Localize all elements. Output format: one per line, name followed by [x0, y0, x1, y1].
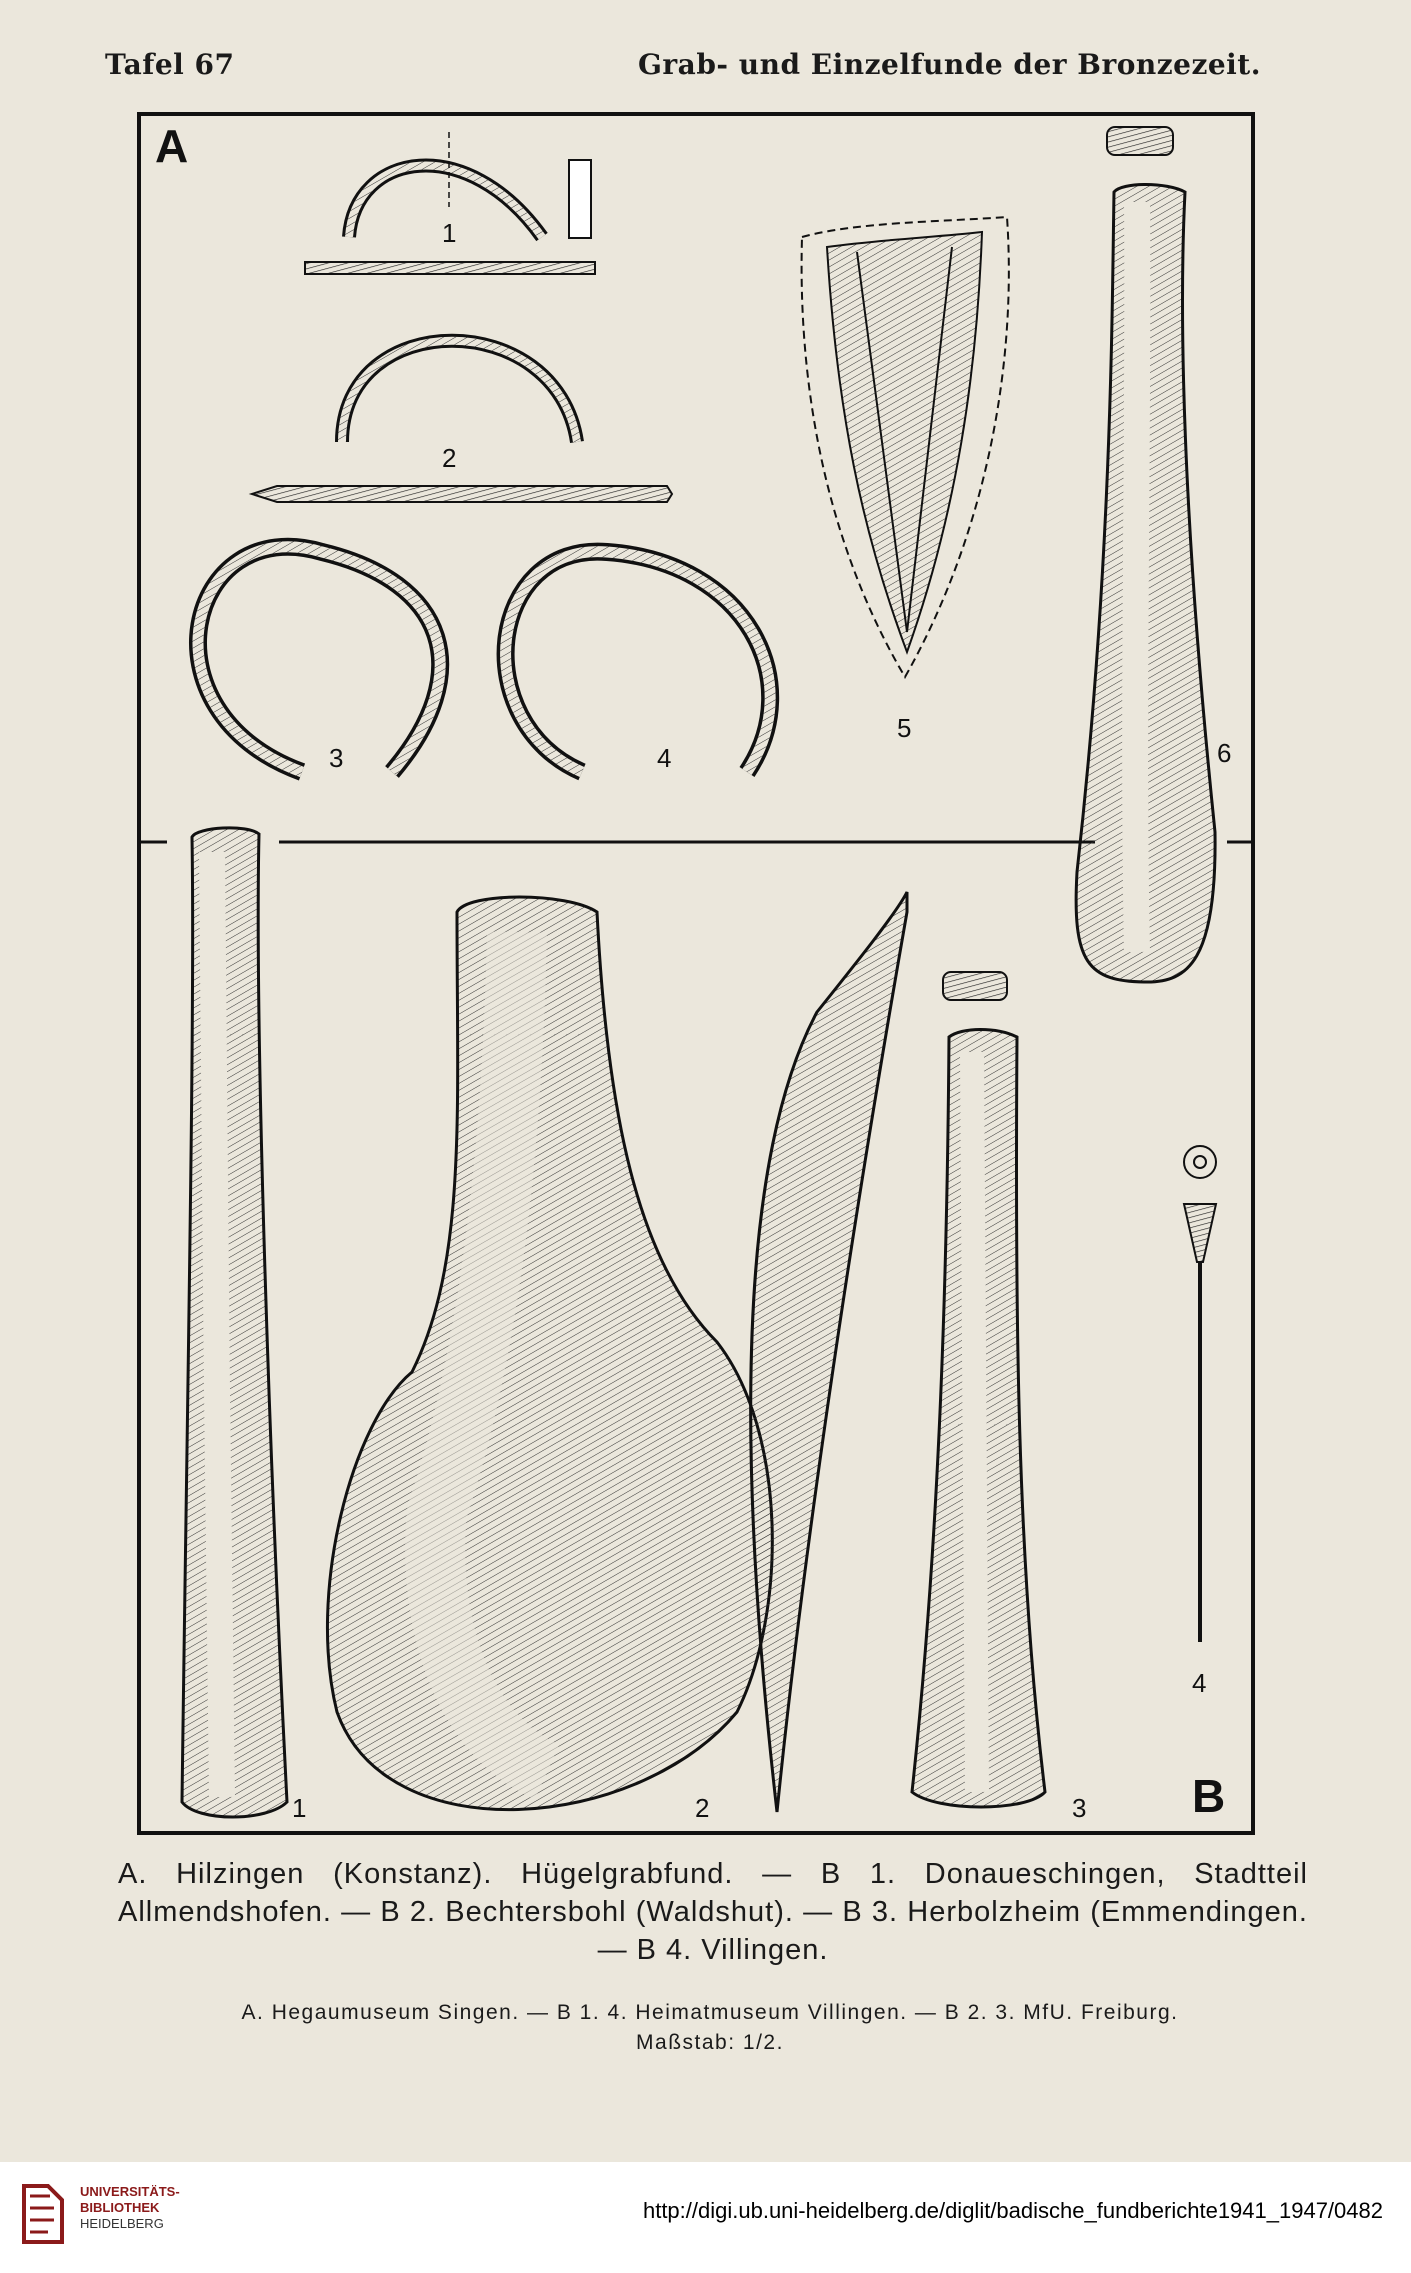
library-line2: BIBLIOTHEK	[80, 2200, 160, 2215]
section-a-label: A	[155, 120, 189, 172]
b3-label: 3	[1072, 1793, 1087, 1823]
b3-axe	[912, 972, 1086, 1823]
a2-label: 2	[442, 443, 457, 473]
b1-label: 1	[292, 1793, 307, 1823]
library-logo-icon	[18, 2182, 68, 2246]
library-name	[80, 2184, 180, 2232]
b2-blade	[751, 892, 907, 1812]
section-b-label: B	[1192, 1770, 1226, 1822]
b2-label: 2	[695, 1793, 710, 1823]
library-line1: UNIVERSITÄTS-	[80, 2184, 180, 2199]
library-line3: HEIDELBERG	[80, 2216, 164, 2231]
page-header	[105, 48, 1261, 81]
a5-label: 5	[897, 713, 912, 743]
a6-label: 6	[1217, 738, 1232, 768]
b4-pin	[1184, 1146, 1216, 1698]
footer-bar	[0, 2162, 1411, 2273]
museum-credits: A. Hegaumuseum Singen. — B 1. 4. Heimatmuseum Villingen. — B 2. 3. MfU. Freiburg.	[241, 2001, 1179, 2024]
plate-caption: A. Hilzingen (Konstanz). Hügelgrabfund. — B 1. Donaueschingen, Stadtteil Allmendshofen. — B 2. Bechtersbohl (Waldshut). — B 3. Herbolzheim (Emmendingen. — B 4. Villingen.	[118, 1858, 1308, 1966]
a1-bracelet	[305, 132, 595, 274]
a2-bracelet	[252, 341, 672, 502]
plate-illustration	[137, 112, 1255, 1835]
plate-figure	[137, 112, 1255, 1835]
a4-label: 4	[657, 743, 672, 773]
a4-ring	[506, 552, 771, 773]
b4-label: 4	[1192, 1668, 1207, 1698]
running-title: Grab- und Einzelfunde der Bronzezeit.	[638, 48, 1261, 81]
plate-number: Tafel 67	[105, 48, 235, 81]
plate-subcaption	[130, 1998, 1290, 2058]
a3-ring	[198, 547, 440, 773]
a1-label: 1	[442, 218, 457, 248]
b1-axe	[182, 828, 306, 1823]
scale-note: Maßstab: 1/2.	[636, 2031, 784, 2054]
a5-spearhead	[802, 217, 1009, 743]
a6-axe	[1076, 127, 1231, 982]
b2-axe	[327, 897, 772, 1823]
a3-label: 3	[329, 743, 344, 773]
source-url[interactable]: http://digi.ub.uni-heidelberg.de/diglit/badische_fundberichte1941_1947/0482	[642, 2198, 1383, 2223]
